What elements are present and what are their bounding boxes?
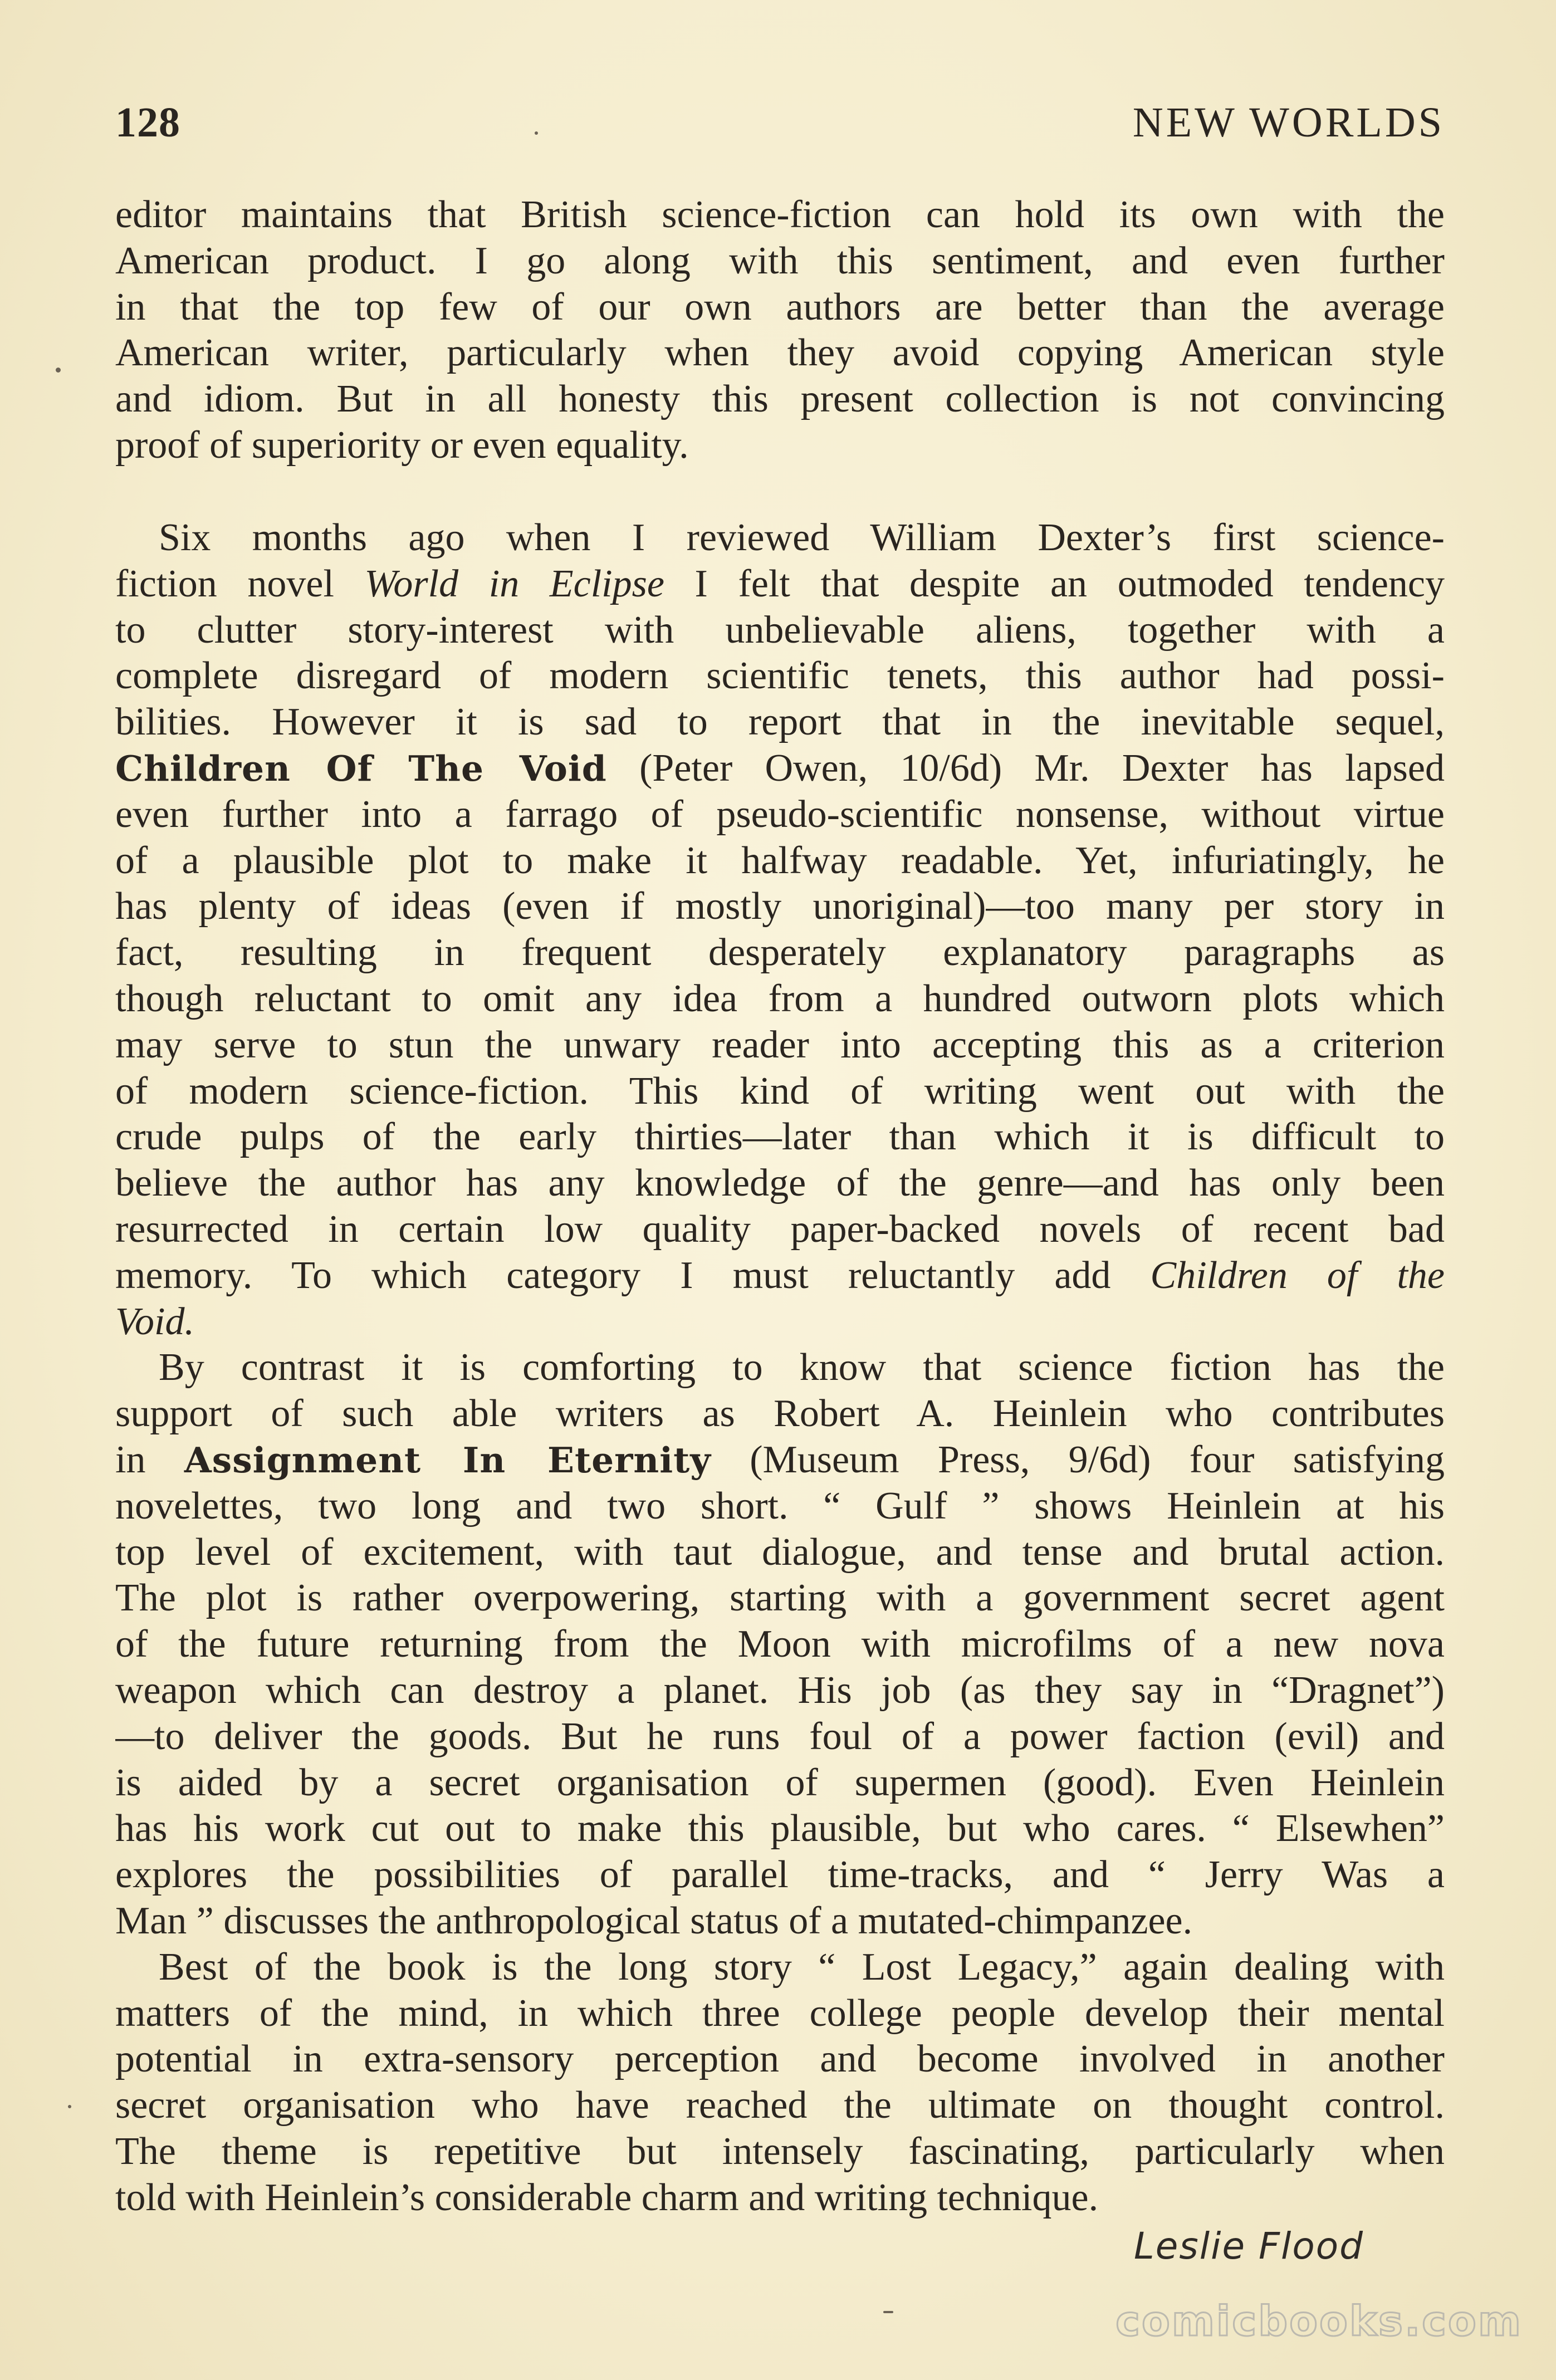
paragraph-1	[115, 192, 1445, 469]
text-line: has his work cut out to make this plausible, but who cares. “ Elsewhen”	[115, 1807, 1445, 1850]
text-line: told with Heinlein’s considerable charm and writing technique.	[115, 2176, 1099, 2219]
text-line: to clutter story-interest with unbelievable aliens, together with a	[115, 608, 1445, 652]
text-line: potential in extra-sensory perception and become involved in another	[115, 2038, 1445, 2081]
text-line: —to deliver the goods. But he runs foul of a power faction (evil) and	[115, 1715, 1445, 1758]
review-body	[115, 515, 1445, 2221]
text-line: may serve to stun the unwary reader into accepting this as a criterion	[115, 1023, 1445, 1066]
text-line: novelettes, two long and two short. “ Gulf ” shows Heinlein at his	[115, 1484, 1445, 1527]
text-line: By contrast it is comforting to know that science fiction has the	[159, 1346, 1445, 1389]
text-line: editor maintains that British science-fiction can hold its own with the	[115, 193, 1445, 236]
text-line: memory. To which category I must reluctantly add Children of the	[115, 1253, 1445, 1297]
print-speck	[883, 2311, 893, 2313]
print-speck	[56, 368, 61, 373]
text-line: bilities. However it is sad to report that in the inevitable sequel,	[115, 701, 1445, 744]
page-header	[115, 95, 1445, 150]
text-line: has plenty of ideas (even if mostly unoriginal)—too many per story in	[115, 885, 1445, 928]
text-line: The theme is repetitive but intensely fascinating, particularly when	[115, 2129, 1445, 2173]
text-line: The plot is rather overpowering, starting with a government secret agent	[115, 1576, 1445, 1620]
text-line: is aided by a secret organisation of supermen (good). Even Heinlein	[115, 1761, 1445, 1804]
text-line: Man ” discusses the anthropological status of a mutated-chimpanzee.	[115, 1899, 1193, 1942]
text-line: fact, resulting in frequent desperately explanatory paragraphs as	[115, 931, 1445, 974]
watermark-logo: comicbooks.com	[1115, 2298, 1523, 2345]
text-line: support of such able writers as Robert A. Heinlein who contributes	[115, 1392, 1445, 1436]
book-title-children-of-the-void: Children Of The Void	[115, 747, 607, 789]
text-line: secret organisation who have reached the ultimate on thought control.	[115, 2084, 1445, 2127]
text-line: of modern science-fiction. This kind of writing went out with the	[115, 1069, 1445, 1113]
text-line: Children Of The Void (Peter Owen, 10/6d) Mr. Dexter has lapsed	[115, 746, 1445, 790]
text-line: proof of superiority or even equality.	[115, 423, 689, 467]
text-line: complete disregard of modern scientific tenets, this author had possi-	[115, 654, 1445, 698]
text-line: top level of excitement, with taut dialogue, and tense and brutal action.	[115, 1530, 1445, 1574]
text-line: Best of the book is the long story “ Lost Legacy,” again dealing with	[159, 1945, 1445, 1989]
text-line: American product. I go along with this sentiment, and even further	[115, 239, 1445, 282]
book-title-world-in-eclipse: World in Eclipse	[364, 562, 664, 605]
running-head: NEW WORLDS	[1132, 99, 1445, 146]
text-line: even further into a farrago of pseudo-scientific nonsense, without virtue	[115, 792, 1445, 836]
text-line: Void.	[115, 1300, 194, 1343]
text-line: weapon which can destroy a planet. His job (as they say in “Dragnet”)	[115, 1668, 1445, 1712]
page-number: 128	[115, 99, 180, 146]
book-title-italic: Children of the	[1150, 1253, 1445, 1297]
text-line: American writer, particularly when they avoid copying American style	[115, 331, 1445, 375]
text-line: and idiom. But in all honesty this present collection is not convincing	[115, 378, 1445, 421]
text-line: matters of the mind, in which three college people develop their mental	[115, 1991, 1445, 2035]
text-line: though reluctant to omit any idea from a hundred outworn plots which	[115, 977, 1445, 1020]
text-line: in Assignment In Eternity (Museum Press, 9/6d) four satisfying	[115, 1438, 1445, 1481]
text-line: crude pulps of the early thirties—later than which it is difficult to	[115, 1115, 1445, 1159]
text-line: fiction novel World in Eclipse I felt that despite an outmoded tendency	[115, 562, 1445, 605]
print-speck	[68, 2105, 71, 2108]
author-signature: Leslie Flood	[1134, 2225, 1364, 2268]
text-line: of the future returning from the Moon with microfilms of a new nova	[115, 1623, 1445, 1666]
text-line: of a plausible plot to make it halfway readable. Yet, infuriatingly, he	[115, 839, 1445, 882]
print-speck	[535, 131, 538, 135]
text-line: explores the possibilities of parallel time-tracks, and “ Jerry Was a	[115, 1853, 1445, 1897]
text-line: in that the top few of our own authors are better than the average	[115, 285, 1445, 329]
text-line: resurrected in certain low quality paper-backed novels of recent bad	[115, 1207, 1445, 1251]
text-line: Six months ago when I reviewed William Dexter’s first science-	[159, 516, 1445, 559]
book-title-assignment-in-eternity: Assignment In Eternity	[184, 1439, 711, 1481]
text-line: believe the author has any knowledge of the genre—and has only been	[115, 1162, 1445, 1205]
